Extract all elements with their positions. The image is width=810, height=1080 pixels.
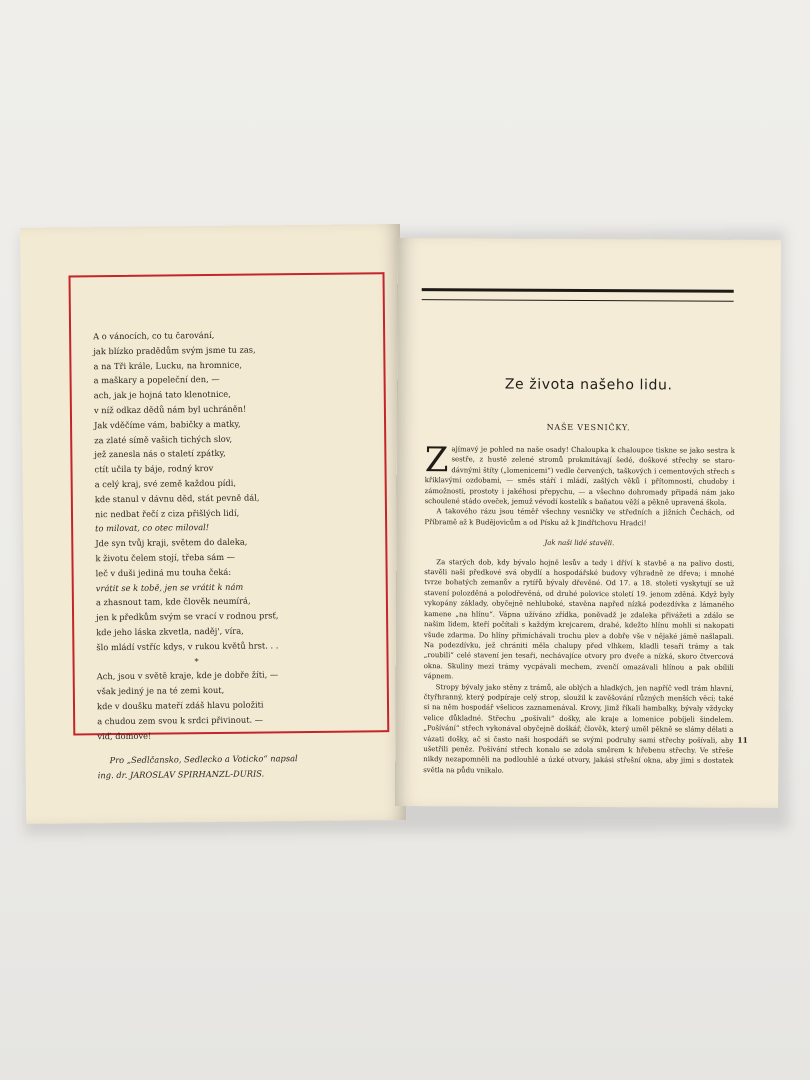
poem-line: A o vánocích, co tu čarování, xyxy=(93,329,215,342)
poem-line: však jediný je na té zemi kout, xyxy=(96,685,225,697)
poem xyxy=(93,326,378,783)
poem-line: kde v doušku mateří zdáš hlavu položiti xyxy=(96,699,264,712)
poem-line: kde jeho láska zkvetla, naděj', víra, xyxy=(96,625,244,638)
poem-line: jež zanesla nás o staletí zpátky, xyxy=(94,448,226,460)
poem-line: Ach, jsou v světě kraje, kde je dobře žíti, — xyxy=(96,669,279,682)
poem-line: k životu čelem stojí, třeba sám — xyxy=(95,551,236,564)
signature-author: ing. dr. JAROSLAV SPIRHANZL-DURIS. xyxy=(97,768,265,781)
article-body xyxy=(423,440,735,777)
poem-line: a celý kraj, své země každou pídi, xyxy=(94,477,237,490)
poem-separator: * xyxy=(194,655,199,666)
page-number: 11 xyxy=(737,735,748,745)
poem-line: jen k předkům svým se vrací v rodnou prsť, xyxy=(96,610,279,623)
paragraph: Zajímavý je pohled na naše osady! Chaloupka k chaloupce tiskne se jako sestra k sestře, z hustě zelené stromů prokmitávají šedé, doškové střechy se staro-dávnými štíty („lomenicemi“) vedle červených, taškových i cementových střech s křiklavými ozdobami, — směs stáří i mládí, zašlých věků i přítomnosti, chudoby i zámožnosti, prostoty i jakéhosi přepychu, — a všechno dohromady připadá nám jako schoulené stádo oveček, jemuž vévodí kostelík s baňatou věží a pěkně upravená škola. xyxy=(424,440,735,507)
poem-line: kde stanul v dávnu děd, stát pevně dál, xyxy=(94,492,260,504)
paragraph: Stropy bývaly jako stěny z trámů, ale oblých a hladkých, jen napříč vedl trám hlavní, čtyřhranný, který podpíraje celý strop, sloužil k zavěšování různých menších věcí; také si na něm hospodář všelicos zaznamenával. Krovy, jimž říkali hambalky, bývaly vždycky velice důkladné. Střechu „pošívali“ došky, ale kraje a lomenice pobíjeli šindelem. „Pošívání“ střech vykonával obyčejně doškář, člověk, který uměl pěkně se slámy dělati a vázati došky, ač si často naši hospodáři se svými podruhy sami střechy pošívali, aby ušetřili peněz. Pošívání střech konalo se zdola směrem k hřebenu střechy. Ve střeše nikdy nezapomněli na podlouhlé a úzké otvory, jakási střešní okna, aby jimi s dostatek světla na půdu vnikalo. xyxy=(423,682,734,775)
article-subtitle: NAŠE VESNIČKY. xyxy=(546,422,631,433)
poem-line: jak blízko pradědům svým jsme tu zas, xyxy=(93,344,256,357)
left-page xyxy=(20,224,406,824)
poem-line: leč v duši jediná mu touha čeká: xyxy=(95,566,232,578)
poem-line: Jak vděčíme vám, babičky a matky, xyxy=(94,418,241,431)
rule-thin xyxy=(422,299,734,302)
poem-line: šlo mládí vstříc kdys, v rukou květů hrst. . . xyxy=(96,640,279,652)
poem-line: nic nedbat řečí z ciza přišlých lidí, xyxy=(94,507,240,519)
poem-line: ach, jak je hojná tato klenotnice, xyxy=(93,388,231,401)
right-page xyxy=(395,238,781,808)
signature-line: Pro „Sedlčansko, Sedlecko a Voticko“ napsal xyxy=(109,753,298,766)
article-title: Ze života našeho lidu. xyxy=(504,376,673,394)
section-heading: Jak naši lidé stavěli. xyxy=(544,539,615,548)
poem-line: to milovat, co otec miloval! xyxy=(95,522,210,534)
poem-line: za zlaté símě vašich tichých slov, xyxy=(94,433,233,445)
rule-thick xyxy=(422,288,734,293)
drop-cap: Z xyxy=(424,440,449,481)
paragraph: Za starých dob, kdy bývalo hojně lesův a tedy i dříví k stavbě a na palivo dosti, stavěli naši předkové svá obydlí a hospodářské budovy výhradně ze dřeva; i mnohé tvrze bohatých zemanův a rytířů bývaly dřevěné. Od 17. a 18. století vyskytují se už stavení polozděná a polodřevěná, od druhé polovice století 19. jenom zděná. Když byly vykopány základy, obyčejně nehluboké, stavěna napřed nízká podezdívka z lámaného kamene „na hlínu“. Vápna užíváno zřídka, poněvadž je zdaleka přivážeti a zdálo se našim lidem, kteří počítali s každým krejcarem, drahé, kdežto hlínu mohli si nakopati všude zdarma. Do hlíny přimíchávali trochu plev a dobře vše v nějaké jámě našlapali. Na podezdívku, jež chrániti měla chalupy před vlhkem, kladli tesaři trámy a tak „roubili“ celé stavení jen tesaři, nechávajíce otvory pro dveře a nízká, skoro čtvercová okna. Skuliny mezi trámy vycpávali mechem, zvenčí omazávali hlínou a pak obílili vápnem. xyxy=(423,557,735,681)
poem-line: a na Tři krále, Lucku, na hromnice, xyxy=(93,359,243,371)
paragraph: A takového rázu jsou téměř všechny vesničky ve středních a jižních Čechách, od Příbramě až k Budějovicům a od Písku až k Jindřichovu Hradci! xyxy=(424,507,735,528)
poem-line: ctít učila ty báje, rodný krov xyxy=(94,463,214,475)
poem-line: viď, domove! xyxy=(97,730,152,741)
poem-line: a zhasnout tam, kde člověk neumírá, xyxy=(95,595,251,608)
header-rules xyxy=(422,288,734,302)
poem-line: vrátit se k tobě, jen se vrátit k nám xyxy=(95,581,244,593)
poem-line: Jde syn tvůj kraji, světem do daleka, xyxy=(95,536,248,549)
poem-line: v níž odkaz dědů nám byl uchráněn! xyxy=(93,403,247,416)
poem-line: a chudou zem svou k srdci přivinout. — xyxy=(97,714,264,726)
poem-line: a maškary a popeleční den, — xyxy=(93,374,220,386)
